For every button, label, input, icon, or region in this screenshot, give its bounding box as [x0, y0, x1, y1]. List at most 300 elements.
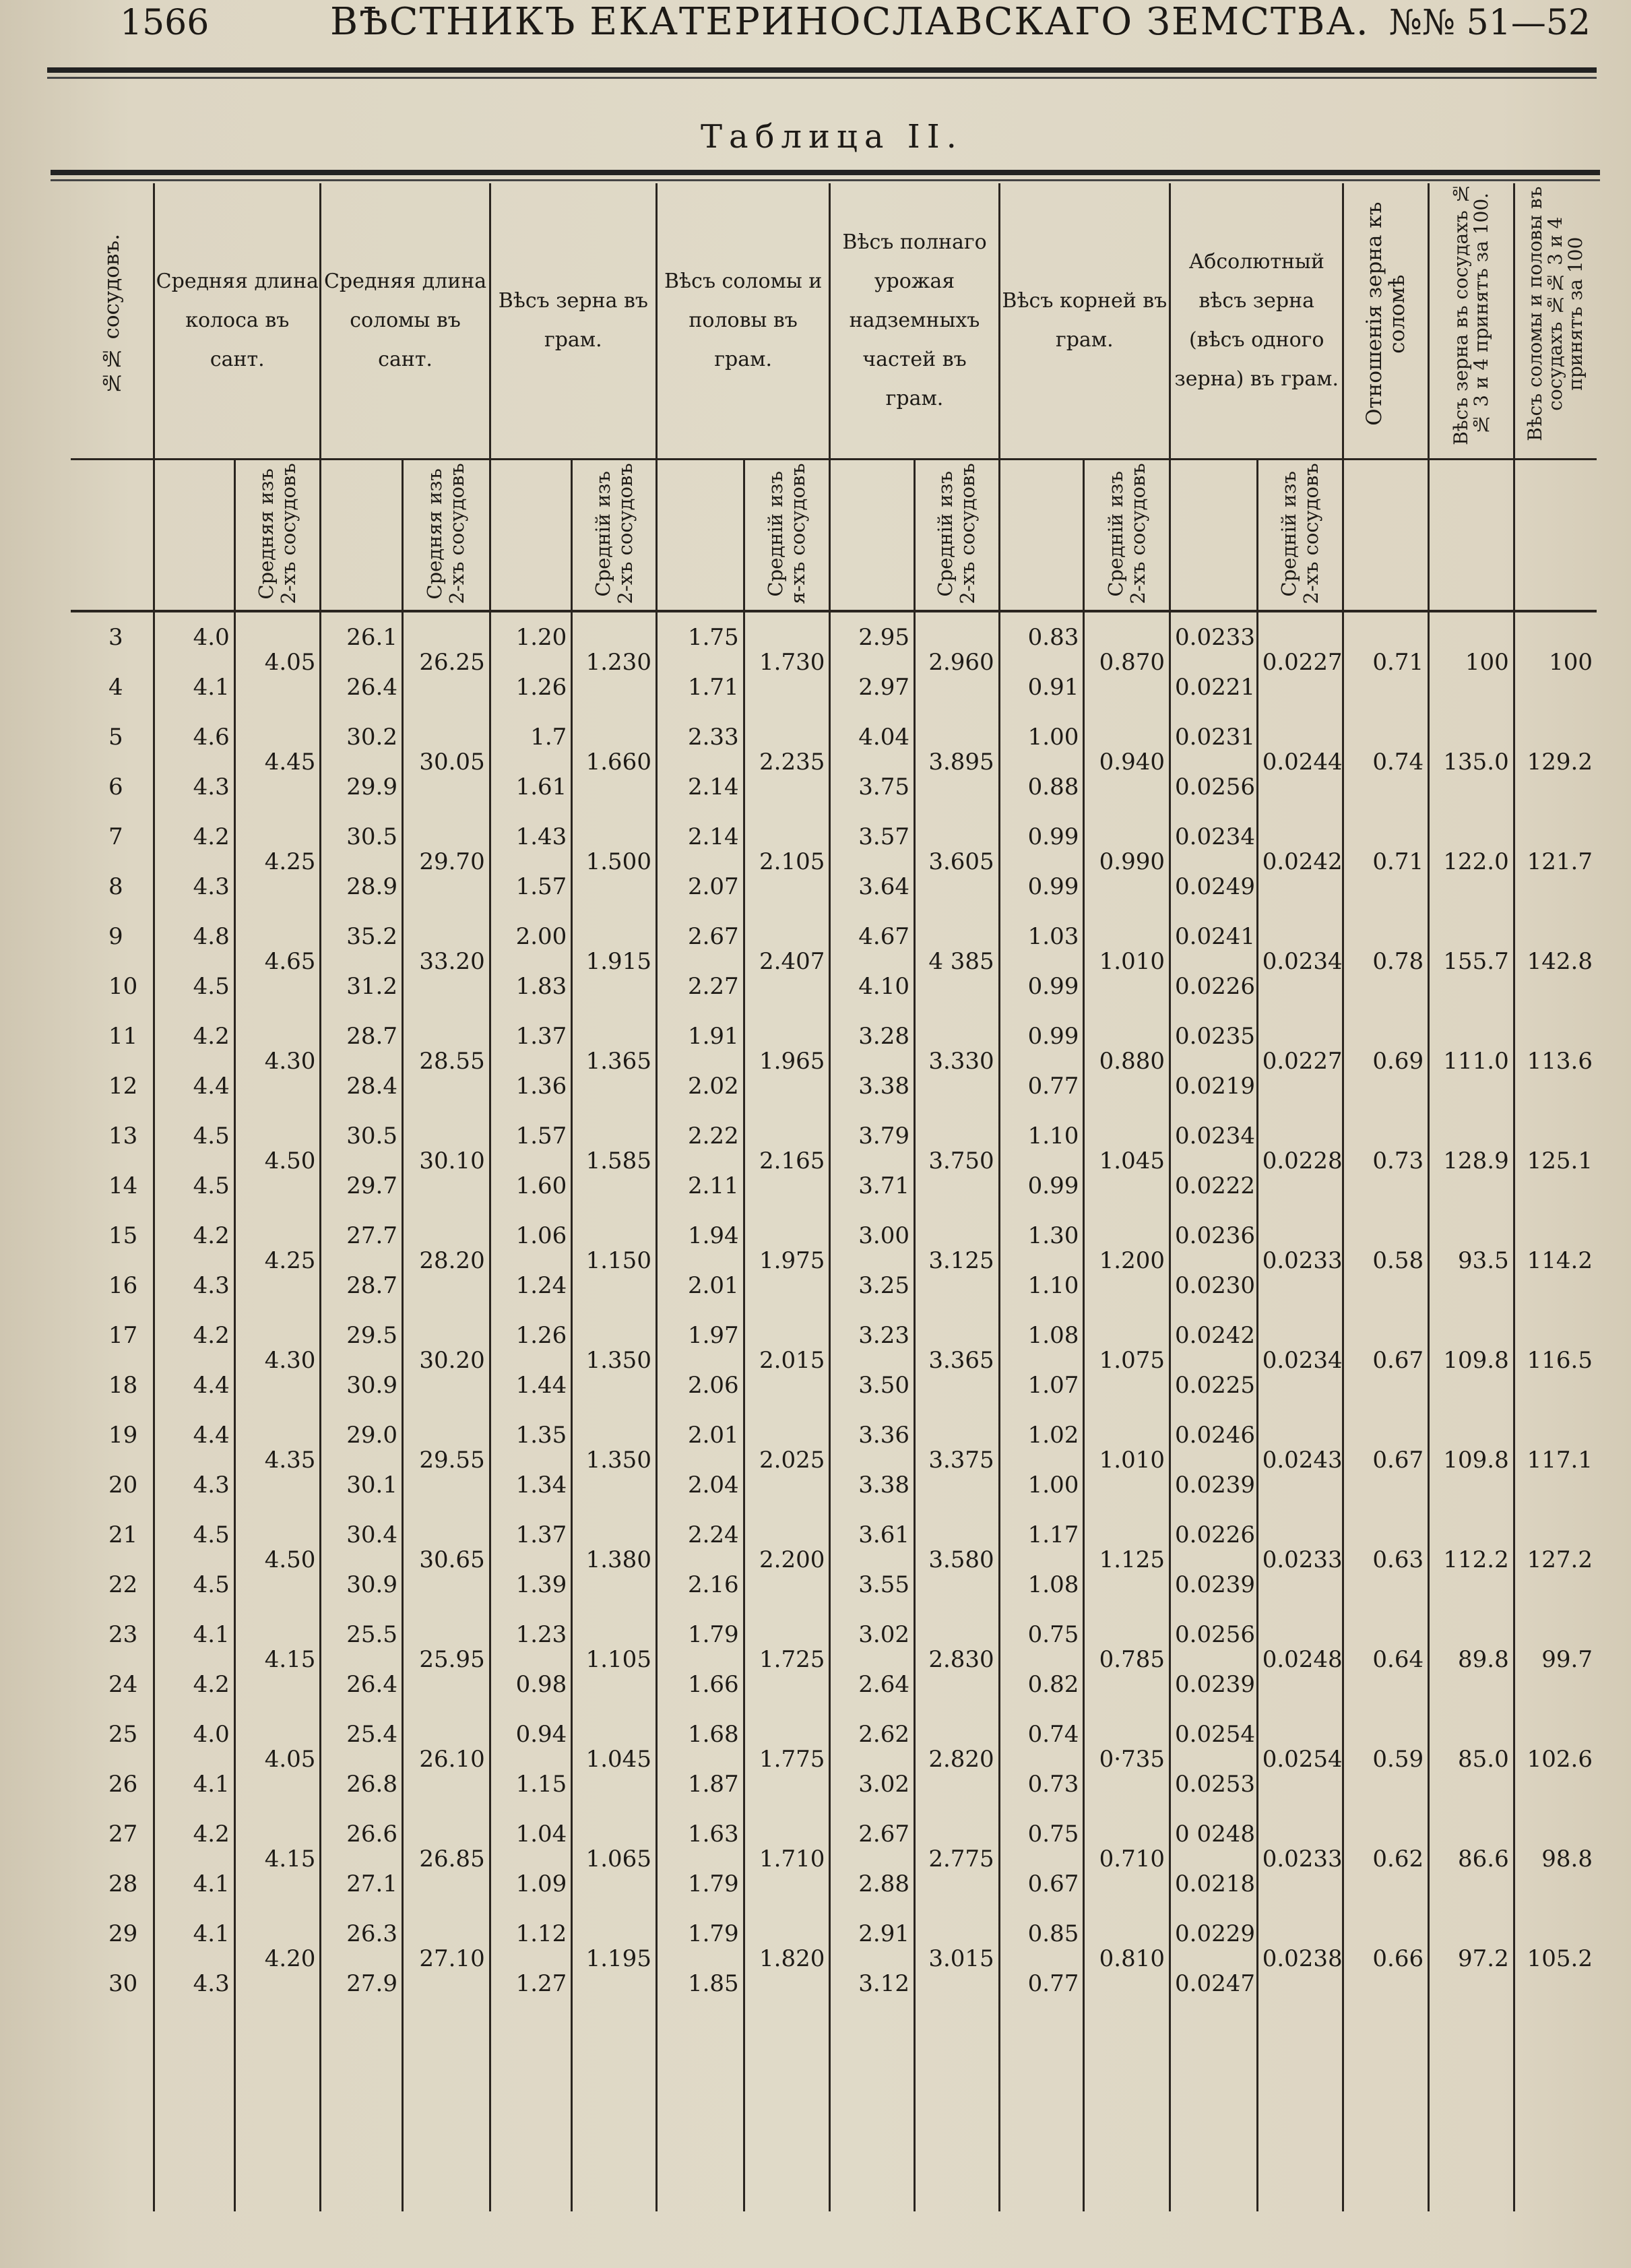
cell-kol: 4.1	[154, 662, 235, 712]
col-header-straw-weight: Вѣсъ соломы и половы въ грам.	[656, 183, 829, 459]
cell-kor: 1.02	[999, 1410, 1084, 1460]
cell-ratio: 0.59	[1343, 1709, 1429, 1809]
col-header-ratio: Отношенія зерна къ соломѣ	[1343, 183, 1429, 459]
cell-abs_avg: 0.0234	[1257, 912, 1343, 1011]
cell-sp_avg: 2.235	[744, 712, 830, 812]
cell-kor: 0.99	[999, 962, 1084, 1011]
cell-n: 20	[108, 1472, 138, 1499]
cell-full_avg: 2.830	[915, 1610, 1000, 1709]
cell-kol: 4.0	[154, 1709, 235, 1759]
cell-sol: 25.5	[321, 1610, 403, 1660]
cell-zer_avg: 1.365	[572, 1011, 657, 1111]
cell-sp_avg: 1.975	[744, 1211, 830, 1311]
cell-kor_avg: 0.870	[1084, 611, 1170, 712]
col-header-vessel: №№ сосудовъ.	[71, 183, 154, 459]
cell-kol: 4.4	[154, 1410, 235, 1460]
col-header-straw-length: Средняя длина соломы въ сант.	[321, 183, 490, 459]
cell-sol_avg: 25.95	[403, 1610, 490, 1709]
cell-sp: 1.75	[656, 611, 744, 662]
cell-s100: 125.1	[1514, 1111, 1597, 1211]
cell-kor: 0.67	[999, 1859, 1084, 1909]
cell-s100: 116.5	[1514, 1311, 1597, 1410]
cell-abs: 0.0253	[1170, 1759, 1258, 1809]
cell-full_avg: 3.125	[915, 1211, 1000, 1311]
cell-abs_avg: 0.0233	[1257, 1510, 1343, 1610]
cell-zer: 1.35	[490, 1410, 572, 1460]
cell-full: 3.36	[830, 1410, 915, 1460]
cell-full: 3.02	[830, 1610, 915, 1660]
cell-n: 15	[108, 1222, 138, 1250]
cell-z100: 111.0	[1429, 1011, 1514, 1111]
cell-sp: 2.14	[656, 812, 744, 862]
cell-zer: 1.23	[490, 1610, 572, 1660]
cell-kol_avg: 4.45	[234, 712, 321, 812]
cell-kol: 4.2	[154, 1211, 235, 1261]
cell-sp_avg: 2.200	[744, 1510, 830, 1610]
cell-sol: 30.1	[321, 1460, 403, 1510]
cell-s100: 114.2	[1514, 1211, 1597, 1311]
cell-n: 17	[108, 1322, 138, 1350]
cell-sp_avg: 2.105	[744, 812, 830, 912]
cell-ratio: 0.58	[1343, 1211, 1429, 1311]
cell-kor_avg: 0.810	[1084, 1909, 1170, 2009]
cell-abs_avg: 0.0233	[1257, 1809, 1343, 1909]
cell-kor: 1.03	[999, 912, 1084, 962]
subheader-row	[71, 459, 1597, 611]
cell-z100: 135.0	[1429, 712, 1514, 812]
cell-s100: 121.7	[1514, 812, 1597, 912]
cell-z100: 122.0	[1429, 812, 1514, 912]
cell-kor_avg: 0.940	[1084, 712, 1170, 812]
cell-full_avg: 3.375	[915, 1410, 1000, 1510]
cell-s100: 98.8	[1514, 1809, 1597, 1909]
cell-zer: 1.7	[490, 712, 572, 762]
cell-sol: 27.1	[321, 1859, 403, 1909]
cell-zer: 1.37	[490, 1510, 572, 1560]
cell-abs: 0.0242	[1170, 1311, 1258, 1360]
cell-abs: 0.0256	[1170, 1610, 1258, 1660]
cell-full: 3.38	[830, 1061, 915, 1111]
cell-full: 3.55	[830, 1560, 915, 1610]
subheader-full-avg: Средній изъ 2-хъ сосудовъ	[915, 459, 1000, 611]
cell-sp: 2.27	[656, 962, 744, 1011]
cell-full: 2.97	[830, 662, 915, 712]
cell-sol: 30.9	[321, 1360, 403, 1410]
cell-kol_avg: 4.15	[234, 1610, 321, 1709]
cell-zer: 1.57	[490, 1111, 572, 1161]
cell-n: 22	[108, 1571, 138, 1599]
subheader-ear-avg: Средняя изъ 2-хъ сосудовъ	[234, 459, 321, 611]
cell-abs_avg: 0.0254	[1257, 1709, 1343, 1809]
cell-sol: 30.4	[321, 1510, 403, 1560]
cell-full: 3.50	[830, 1360, 915, 1410]
cell-ratio: 0.62	[1343, 1809, 1429, 1909]
cell-sp: 1.66	[656, 1660, 744, 1709]
cell-sol: 30.9	[321, 1560, 403, 1610]
cell-kor: 0.75	[999, 1809, 1084, 1859]
cell-n: 7	[108, 823, 123, 851]
cell-sp: 2.01	[656, 1261, 744, 1311]
cell-sol_avg: 30.20	[403, 1311, 490, 1410]
cell-abs: 0.0241	[1170, 912, 1258, 962]
cell-zer: 1.39	[490, 1560, 572, 1610]
cell-sol_avg: 29.55	[403, 1410, 490, 1510]
table-row	[71, 1909, 1597, 1959]
cell-kol_avg: 4.05	[234, 1709, 321, 1809]
cell-zer: 1.60	[490, 1161, 572, 1211]
cell-kol: 4.5	[154, 1510, 235, 1560]
cell-sol: 30.2	[321, 712, 403, 762]
cell-s100: 102.6	[1514, 1709, 1597, 1809]
cell-abs_avg: 0.0244	[1257, 712, 1343, 812]
cell-kor: 0.99	[999, 862, 1084, 912]
cell-sp: 1.94	[656, 1211, 744, 1261]
cell-sol_avg: 30.05	[403, 712, 490, 812]
cell-zer: 2.00	[490, 912, 572, 962]
cell-z100: 100	[1429, 611, 1514, 712]
page-header	[0, 0, 1631, 54]
cell-zer_avg: 1.350	[572, 1311, 657, 1410]
cell-kor: 1.08	[999, 1311, 1084, 1360]
cell-abs_avg: 0.0243	[1257, 1410, 1343, 1510]
col-header-ear-length: Средняя длина колоса въ сант.	[154, 183, 321, 459]
cell-sp: 2.01	[656, 1410, 744, 1460]
cell-sp_avg: 1.710	[744, 1809, 830, 1909]
cell-kol: 4.3	[154, 862, 235, 912]
cell-abs: 0.0218	[1170, 1859, 1258, 1909]
cell-n: 5	[108, 724, 123, 751]
cell-sp_avg: 1.820	[744, 1909, 830, 2009]
cell-n: 19	[108, 1422, 138, 1449]
cell-full: 3.12	[830, 1959, 915, 2009]
cell-ratio: 0.66	[1343, 1909, 1429, 2009]
col-header-grain-weight: Вѣсъ зерна въ грам.	[490, 183, 656, 459]
cell-zer_avg: 1.350	[572, 1410, 657, 1510]
cell-sp: 2.02	[656, 1061, 744, 1111]
cell-sp: 2.16	[656, 1560, 744, 1610]
cell-n: 3	[108, 624, 123, 652]
cell-ratio: 0.71	[1343, 611, 1429, 712]
cell-kor: 1.00	[999, 1460, 1084, 1510]
cell-full: 3.61	[830, 1510, 915, 1560]
cell-zer_avg: 1.045	[572, 1709, 657, 1809]
cell-abs_avg: 0.0228	[1257, 1111, 1343, 1211]
cell-n: 11	[108, 1023, 138, 1050]
cell-kor: 1.30	[999, 1211, 1084, 1261]
cell-sol_avg: 30.10	[403, 1111, 490, 1211]
cell-sp: 2.67	[656, 912, 744, 962]
table-empty-tail	[71, 2009, 1597, 2211]
cell-abs: 0.0239	[1170, 1660, 1258, 1709]
cell-sol: 27.7	[321, 1211, 403, 1261]
table-row	[71, 812, 1597, 862]
cell-full_avg: 3.330	[915, 1011, 1000, 1111]
cell-kor: 0.88	[999, 762, 1084, 812]
cell-kor_avg: 0·735	[1084, 1709, 1170, 1809]
cell-sp: 1.68	[656, 1709, 744, 1759]
cell-kor: 1.17	[999, 1510, 1084, 1560]
cell-full_avg: 2.820	[915, 1709, 1000, 1809]
cell-kor: 1.10	[999, 1261, 1084, 1311]
cell-sp_avg: 1.725	[744, 1610, 830, 1709]
table-row	[71, 1410, 1597, 1460]
cell-zer: 1.15	[490, 1759, 572, 1809]
cell-kol: 4.2	[154, 1660, 235, 1709]
header-row	[71, 183, 1597, 459]
cell-sol: 30.5	[321, 812, 403, 862]
cell-kor: 0.82	[999, 1660, 1084, 1709]
table-top-rule	[51, 170, 1600, 175]
cell-full: 3.71	[830, 1161, 915, 1211]
cell-kol_avg: 4.65	[234, 912, 321, 1011]
table-row	[71, 712, 1597, 762]
cell-sol: 28.7	[321, 1261, 403, 1311]
cell-kor: 0.74	[999, 1709, 1084, 1759]
cell-full: 3.28	[830, 1011, 915, 1061]
cell-kor_avg: 1.125	[1084, 1510, 1170, 1610]
cell-sol: 26.4	[321, 1660, 403, 1709]
cell-zer: 1.26	[490, 1311, 572, 1360]
cell-sol: 28.4	[321, 1061, 403, 1111]
cell-kor_avg: 1.200	[1084, 1211, 1170, 1311]
cell-kor: 0.83	[999, 611, 1084, 662]
subheader-strawweight-avg: Средній изъ я-хъ сосудовъ	[744, 459, 830, 611]
cell-n: 4	[108, 674, 123, 701]
cell-s100: 99.7	[1514, 1610, 1597, 1709]
cell-zer_avg: 1.150	[572, 1211, 657, 1311]
cell-n: 8	[108, 873, 123, 901]
cell-sp: 2.14	[656, 762, 744, 812]
cell-sol: 31.2	[321, 962, 403, 1011]
cell-kor: 1.10	[999, 1111, 1084, 1161]
cell-z100: 86.6	[1429, 1809, 1514, 1909]
cell-sp: 2.33	[656, 712, 744, 762]
cell-sol: 26.6	[321, 1809, 403, 1859]
cell-kol_avg: 4.25	[234, 812, 321, 912]
cell-kol: 4.1	[154, 1610, 235, 1660]
cell-sol_avg: 26.85	[403, 1809, 490, 1909]
cell-full_avg: 3.895	[915, 712, 1000, 812]
cell-kor: 0.99	[999, 812, 1084, 862]
cell-kor: 0.99	[999, 1011, 1084, 1061]
cell-kol_avg: 4.15	[234, 1809, 321, 1909]
cell-zer_avg: 1.065	[572, 1809, 657, 1909]
cell-n: 29	[108, 1920, 138, 1948]
cell-abs_avg: 0.0242	[1257, 812, 1343, 912]
cell-sol: 26.3	[321, 1909, 403, 1959]
cell-zer: 1.61	[490, 762, 572, 812]
cell-sol: 29.7	[321, 1161, 403, 1211]
cell-abs: 0.0230	[1170, 1261, 1258, 1311]
cell-zer: 1.83	[490, 962, 572, 1011]
cell-sp: 1.97	[656, 1311, 744, 1360]
table-row	[71, 912, 1597, 962]
col-header-grain-index: Вѣсъ зерна въ сосудахъ №№ 3 и 4 принятъ за 100.	[1429, 183, 1514, 459]
cell-kor_avg: 0.785	[1084, 1610, 1170, 1709]
cell-kol_avg: 4.30	[234, 1311, 321, 1410]
cell-n: 10	[108, 973, 138, 1001]
cell-abs_avg: 0.0238	[1257, 1909, 1343, 2009]
cell-kor: 0.77	[999, 1959, 1084, 2009]
table-row	[71, 1111, 1597, 1161]
cell-full: 3.75	[830, 762, 915, 812]
cell-zer: 1.26	[490, 662, 572, 712]
cell-sol: 35.2	[321, 912, 403, 962]
cell-n: 14	[108, 1172, 138, 1200]
cell-kol: 4.3	[154, 1959, 235, 2009]
cell-zer_avg: 1.380	[572, 1510, 657, 1610]
subheader-straw-avg: Средняя изъ 2-хъ сосудовъ	[403, 459, 490, 611]
cell-kol: 4.3	[154, 762, 235, 812]
cell-kor_avg: 0.990	[1084, 812, 1170, 912]
cell-full: 3.64	[830, 862, 915, 912]
cell-zer_avg: 1.105	[572, 1610, 657, 1709]
cell-sp: 2.11	[656, 1161, 744, 1211]
cell-abs: 0.0219	[1170, 1061, 1258, 1111]
cell-kol: 4.3	[154, 1261, 235, 1311]
cell-s100: 100	[1514, 611, 1597, 712]
subheader-abs-avg: Средній изъ 2-хъ сосудовъ	[1257, 459, 1343, 611]
cell-n: 23	[108, 1621, 138, 1649]
cell-sol: 28.9	[321, 862, 403, 912]
cell-zer: 1.06	[490, 1211, 572, 1261]
cell-ratio: 0.69	[1343, 1011, 1429, 1111]
cell-z100: 109.8	[1429, 1410, 1514, 1510]
cell-z100: 97.2	[1429, 1909, 1514, 2009]
cell-kol: 4.1	[154, 1909, 235, 1959]
cell-zer_avg: 1.230	[572, 611, 657, 712]
cell-abs: 0.0235	[1170, 1011, 1258, 1061]
cell-zer: 1.12	[490, 1909, 572, 1959]
cell-kol_avg: 4.50	[234, 1111, 321, 1211]
cell-kol: 4.1	[154, 1859, 235, 1909]
cell-ratio: 0.74	[1343, 712, 1429, 812]
cell-abs: 0.0226	[1170, 1510, 1258, 1560]
col-header-absolute-weight: Абсолютный вѣсъ зерна (вѣсъ одного зерна) въ грам.	[1170, 183, 1343, 459]
cell-kol: 4.2	[154, 1809, 235, 1859]
cell-full: 3.23	[830, 1311, 915, 1360]
table-row	[71, 1011, 1597, 1061]
cell-sol: 26.8	[321, 1759, 403, 1809]
cell-z100: 109.8	[1429, 1311, 1514, 1410]
journal-title: ВѢСТНИКЪ ЕКАТЕРИНОСЛАВСКАГО ЗЕМСТВА.	[330, 0, 1370, 44]
cell-sp_avg: 2.025	[744, 1410, 830, 1510]
cell-kol: 4.5	[154, 1111, 235, 1161]
cell-sp: 1.79	[656, 1909, 744, 1959]
cell-abs: 0.0246	[1170, 1410, 1258, 1460]
cell-sp_avg: 2.407	[744, 912, 830, 1011]
cell-n: 18	[108, 1372, 138, 1399]
cell-s100: 105.2	[1514, 1909, 1597, 2009]
cell-abs: 0.0239	[1170, 1560, 1258, 1610]
cell-n: 6	[108, 774, 123, 801]
cell-full_avg: 2.775	[915, 1809, 1000, 1909]
cell-kol_avg: 4.20	[234, 1909, 321, 2009]
cell-sp: 1.63	[656, 1809, 744, 1859]
cell-sp: 1.87	[656, 1759, 744, 1809]
cell-abs: 0.0234	[1170, 812, 1258, 862]
cell-sp: 1.79	[656, 1610, 744, 1660]
cell-abs: 0.0233	[1170, 611, 1258, 662]
cell-n: 16	[108, 1272, 138, 1300]
cell-sol_avg: 28.20	[403, 1211, 490, 1311]
page-number: 1566	[120, 3, 210, 43]
cell-abs: 0.0247	[1170, 1959, 1258, 2009]
cell-zer: 1.27	[490, 1959, 572, 2009]
cell-kor_avg: 0.710	[1084, 1809, 1170, 1909]
cell-zer: 1.36	[490, 1061, 572, 1111]
cell-full_avg: 3.580	[915, 1510, 1000, 1610]
cell-zer: 1.43	[490, 812, 572, 862]
cell-full_avg: 3.750	[915, 1111, 1000, 1211]
cell-kol_avg: 4.05	[234, 611, 321, 712]
cell-ratio: 0.63	[1343, 1510, 1429, 1610]
cell-full: 3.38	[830, 1460, 915, 1510]
cell-sol_avg: 30.65	[403, 1510, 490, 1610]
cell-full: 2.67	[830, 1809, 915, 1859]
cell-kor_avg: 1.010	[1084, 912, 1170, 1011]
cell-sol: 28.7	[321, 1011, 403, 1061]
cell-kol: 4.5	[154, 1161, 235, 1211]
table-row	[71, 1610, 1597, 1660]
cell-kor_avg: 1.045	[1084, 1111, 1170, 1211]
cell-kol: 4.1	[154, 1759, 235, 1809]
table-row	[71, 611, 1597, 662]
cell-ratio: 0.67	[1343, 1311, 1429, 1410]
cell-sp_avg: 2.165	[744, 1111, 830, 1211]
cell-abs_avg: 0.0234	[1257, 1311, 1343, 1410]
cell-sol: 25.4	[321, 1709, 403, 1759]
cell-kor: 1.08	[999, 1560, 1084, 1610]
cell-zer_avg: 1.500	[572, 812, 657, 912]
cell-zer_avg: 1.915	[572, 912, 657, 1011]
cell-sp: 2.04	[656, 1460, 744, 1510]
cell-full: 4.04	[830, 712, 915, 762]
cell-sol: 29.5	[321, 1311, 403, 1360]
data-table	[71, 183, 1597, 2211]
cell-full: 2.95	[830, 611, 915, 662]
cell-kol: 4.0	[154, 611, 235, 662]
cell-abs: 0.0239	[1170, 1460, 1258, 1510]
cell-abs: 0.0221	[1170, 662, 1258, 712]
cell-sp: 1.91	[656, 1011, 744, 1061]
cell-full_avg: 3.015	[915, 1909, 1000, 2009]
cell-kor: 0.99	[999, 1161, 1084, 1211]
col-header-straw-index: Вѣсъ соломы и половы въ сосудахъ №№ 3 и 4 принятъ за 100	[1514, 183, 1597, 459]
header-rule-thin	[47, 77, 1597, 79]
cell-full: 3.00	[830, 1211, 915, 1261]
cell-kol: 4.4	[154, 1061, 235, 1111]
cell-abs_avg: 0.0227	[1257, 1011, 1343, 1111]
table-body	[71, 611, 1597, 2211]
cell-zer: 0.94	[490, 1709, 572, 1759]
cell-kol_avg: 4.25	[234, 1211, 321, 1311]
cell-ratio: 0.67	[1343, 1410, 1429, 1510]
cell-sol_avg: 33.20	[403, 912, 490, 1011]
cell-sp: 1.71	[656, 662, 744, 712]
cell-sp_avg: 1.965	[744, 1011, 830, 1111]
cell-ratio: 0.64	[1343, 1610, 1429, 1709]
cell-sol_avg: 29.70	[403, 812, 490, 912]
cell-sp: 2.24	[656, 1510, 744, 1560]
cell-n: 9	[108, 923, 123, 951]
cell-s100: 117.1	[1514, 1410, 1597, 1510]
cell-zer: 1.20	[490, 611, 572, 662]
cell-full_avg: 3.605	[915, 812, 1000, 912]
issue-number: №№ 51—52	[1388, 3, 1591, 43]
cell-kol: 4.3	[154, 1460, 235, 1510]
cell-sp: 1.85	[656, 1959, 744, 2009]
